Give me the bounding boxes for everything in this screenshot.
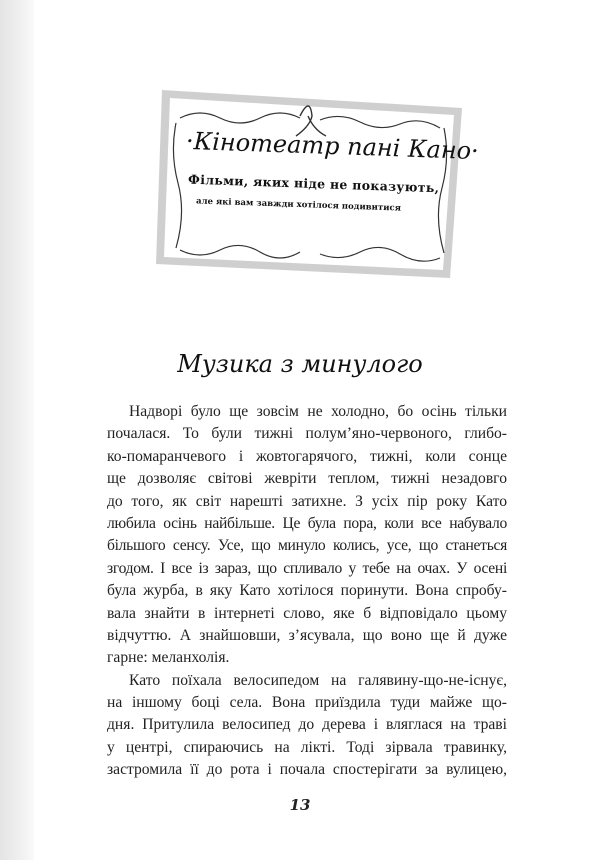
text-line: була журба, в яку Като хотілося поринути. Вона спробу- <box>107 582 507 600</box>
page-gutter-shadow <box>0 0 34 860</box>
text-line: вала знайти в інтернеті слово, яке б відповідало цьому <box>107 604 507 622</box>
text-line: ко-помаранчевого і жовтогарячого, тижні, коли сонце <box>107 447 507 465</box>
text-line: на іншому боці села. Вона приїздила туди майже що- <box>107 694 507 712</box>
text-line: ще дозволяє світові жевріти теплом, тижні незадовго <box>107 470 507 488</box>
chapter-title: Музика з минулого <box>177 350 423 378</box>
sign-title: ·Кінотеатр пані Кано· <box>185 126 480 166</box>
text-line: відчуттю. А знайшовши, з’ясувала, що воно ще й дуже <box>107 626 507 644</box>
sign-tagline: але які вам завжди хотілося подивитися <box>195 196 402 214</box>
text-line: до того, як світ нарешті затихне. З усіх пір року Като <box>107 492 507 510</box>
text-line: Като поїхала велосипедом на галявину-що-не-існує, <box>129 671 507 689</box>
text-line: Надворі було ще зовсім не холодно, бо осінь тільки <box>129 403 507 420</box>
page-number: 13 <box>289 796 311 814</box>
text-line: у центрі, спираючись на лікті. Тоді зірвала травинку, <box>107 738 507 756</box>
text-line: згодом. І все із зараз, що спливало у тебе на очах. У осені <box>107 559 507 577</box>
text-line: застромила її до рота і почала спостерігати за вулицею, <box>107 761 507 779</box>
text-line: гарне: меланхолія. <box>107 649 230 667</box>
text-line: дня. Притулила велосипед до дерева і вляглася на траві <box>107 716 507 734</box>
text-line: більшого сенсу. Усе, що минуло колись, усе, що станеться <box>107 537 507 555</box>
text-line: почалася. То були тижні полум’яно-червоного, глибо- <box>107 425 507 443</box>
body-text <box>107 401 507 782</box>
text-line: любила осінь найбільше. Це була пора, коли все набувало <box>107 514 507 532</box>
sign-subtitle: Фільми, яких ніде не показують, <box>187 171 440 196</box>
